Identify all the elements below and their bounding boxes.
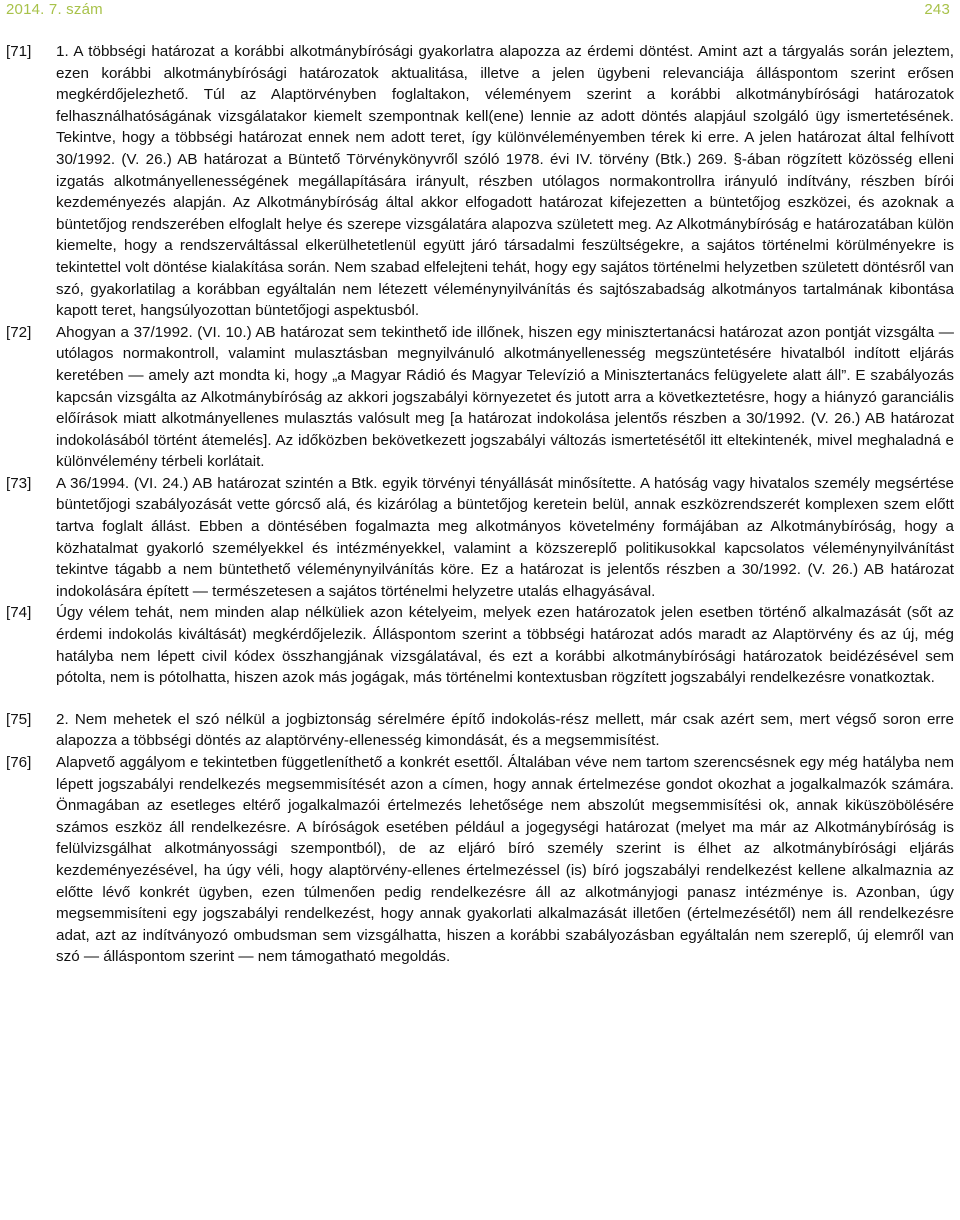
paragraph-number: [75] <box>6 710 32 728</box>
section-gap <box>6 689 954 709</box>
paragraph-73 <box>6 473 954 603</box>
paragraph-75 <box>6 709 954 752</box>
paragraph-number: [72] <box>6 323 32 341</box>
paragraph-71 <box>6 41 954 322</box>
paragraph-76 <box>6 752 954 968</box>
paragraph-text: 2. Nem mehetek el szó nélkül a jogbiztonság sérelmére építő indokolás-rész mellett, már csak azért sem, mert végső soron erre alapozza a többségi döntés az alaptörvény-ellenesség kimondását, és a megsemmisítést. <box>56 710 954 750</box>
paragraph-74 <box>6 602 954 688</box>
paragraph-number: [76] <box>6 754 32 771</box>
body-text <box>6 41 954 968</box>
paragraph-text: A 36/1994. (VI. 24.) AB határozat szintén a Btk. egyik törvényi tényállását minősítette. A hatóság vagy hivatalos személy megsértése büntetőjogi szabályozását vette górcső alá, és kizárólag a büntetőjog keretein belül, annak eszközrendszerét komplexen szem előtt tartva foglalt állást. Ebben a döntésében fogalmazta meg alkotmányos követelmény formájában az Alkotmánybíróság, hogy a közhatalmat gyakorló személyekkel és intézményekkel, valamint a közszereplő politikusokkal kapcsolatos véleménynyilvánítást tekintve tágabb a nem büntethető véleménynyilvánítás köre. Ez a határozat is jelentős részben a 30/1992. (V. 26.) AB határozat indokolására épített — természetesen a sajátos történelmi helyzetre utalás elhagyásával. <box>56 474 954 600</box>
paragraph-text: Úgy vélem tehát, nem minden alap nélküliek azon kételyeim, melyek ezen határozatok jelen esetben történő alkalmazását (sőt az érdemi indokolás kiváltását) megkérdőjelezik. Álláspontom szerint a többségi határozat adós maradt az Alaptörvény és az új, még hatályba nem lépett civil kódex összhangjának vizsgálatával, és ezt a korábbi alkotmánybírósági határozatok beidézésével sem pótolta, nem is pótolhatta, hiszen azok más jogágak, más történelmi kontextusban rögzített jogszabályi rendelkezésre vonatkoztak. <box>56 604 954 687</box>
issue-label: 2014. 7. szám <box>6 1 103 18</box>
page-number: 243 <box>924 1 950 18</box>
paragraph-number: [71] <box>6 43 32 60</box>
paragraph-72 <box>6 322 954 473</box>
running-header <box>6 0 954 24</box>
paragraph-text: 1. A többségi határozat a korábbi alkotmánybírósági gyakorlatra alapozza az érdemi döntést. Amint azt a tárgyalás során jeleztem, ezen korábbi alkotmánybírósági határozatok aktualitása, illetve a jelen ügybeni relevanciája álláspontom szerint erősen megkérdőjelezhető. Túl az Alaptörvényben foglaltakon, véleményem szerint a korábbi alkotmánybírósági határozatok felhasználhatóságának vizsgálatakor kiemelt szempontnak kell(ene) lennie az adott döntés alapjául szolgáló ügy ismertetésének. Tekintve, hogy a többségi határozat ennek nem adott teret, így különvéleményemben térek ki erre. A jelen határozat által felhívott 30/1992. (V. 26.) AB határozat a Büntető Törvénykönyvről szóló 1978. évi IV. törvény (Btk.) 269. §-ában rögzített közösség elleni izgatás alkotmányellenességének megállapítására irányult, részben utólagos normakontrollra irányuló indítvány, részben bírói kezdeményezés alapján. Az Alkotmánybíróság által akkor elfogadott határozat kifejezetten a büntetőjog eszközei, és azoknak a büntetőjog rendszerében elfoglalt helye és szerepe vizsgálatára alapozva született meg. Az Alkotmánybíróság e határozatában külön kiemelte, hogy a rendszerváltással elkerülhetetlenül együtt járó társadalmi feszültségekre, a sajátos történelmi körülményekre is tekintettel volt döntése kialakítása során. Nem szabad elfelejteni tehát, hogy egy sajátos történelmi helyzetben született döntésről van szó, gyakorlatilag a korábban egyáltalán nem létezett véleménynyilvánítás és sajtószabadság alkotmányos tartalmának kibontása kapott teret, hangsúlyozottan büntetőjogi aspektusból. <box>56 43 954 320</box>
paragraph-number: [74] <box>6 604 32 622</box>
paragraph-number: [73] <box>6 474 32 492</box>
paragraph-text: Alapvető aggályom e tekintetben függetleníthető a konkrét esettől. Általában véve nem tartom szerencsésnek egy még hatályba nem lépett jogszabályi rendelkezés megsemmisítését azon a címen, hogy annak értelmezése gondot okozhat a jogalkalmazók számára. Önmagában az esetleges eltérő jogalkalmazói értelmezés lehetősége nem abszolút megsemmisítési ok, annak kiküszöbölésére számos eszköz áll rendelkezésre. A bíróságok esetében például a jogegységi határozat (melyet ma már az Alkotmánybíróság is felülvizsgálhat alkotmányossági szempontból), de az eljáró bíró személy szerint is élhet az alkotmánybírósági eljárás kezdeményezésével, ha úgy véli, hogy alaptörvény-ellenes értelmezéssel (is) bíró jogszabályi rendelkezést kellene alkalmaznia az előtte lévő konkrét ügyben, ezen túlmenően pedig rendelkezésre áll az alkotmányjogi panasz intézménye is. Azonban, úgy megsemmisíteni egy jogszabályi rendelkezést, hogy annak gyakorlati alkalmazását illetően (értelmezésétől) nem áll rendelkezésre adat, azt az indítványozó ombudsman sem vizsgálhatta, hiszen a korábbi szabályozásban egyáltalán nem szereplő, új elemről van szó — álláspontom szerint — nem támogatható megoldás. <box>56 754 954 966</box>
paragraph-text: Ahogyan a 37/1992. (VI. 10.) AB határozat sem tekinthető ide illőnek, hiszen egy minisztertanácsi határozat azon pontját vizsgálta — utólagos normakontroll, valamint mulasztásban megnyilvánuló alkotmányellenesség megszüntetésére hivatalból indított eljárás keretében — amely azt mondta ki, hogy „a Magyar Rádió és Magyar Televízió a Minisztertanács felügyelete alatt áll”. E szabályozás kapcsán vizsgálta az Alkotmánybíróság az akkori jogszabályi környezetet és jutott arra a következtetésre, hogy a hiányzó garanciális előírások miatt alkotmányellenes mulasztás valósult meg [a határozat indokolása jelentős részben a 30/1992. (V. 26.) AB határozat indokolásából történt átemelés]. Az időközben bekövetkezett jogszabályi változás ismertetésétől itt eltekintenék, mivel meghaladná e különvélemény térbeli korlátait. <box>56 323 954 471</box>
